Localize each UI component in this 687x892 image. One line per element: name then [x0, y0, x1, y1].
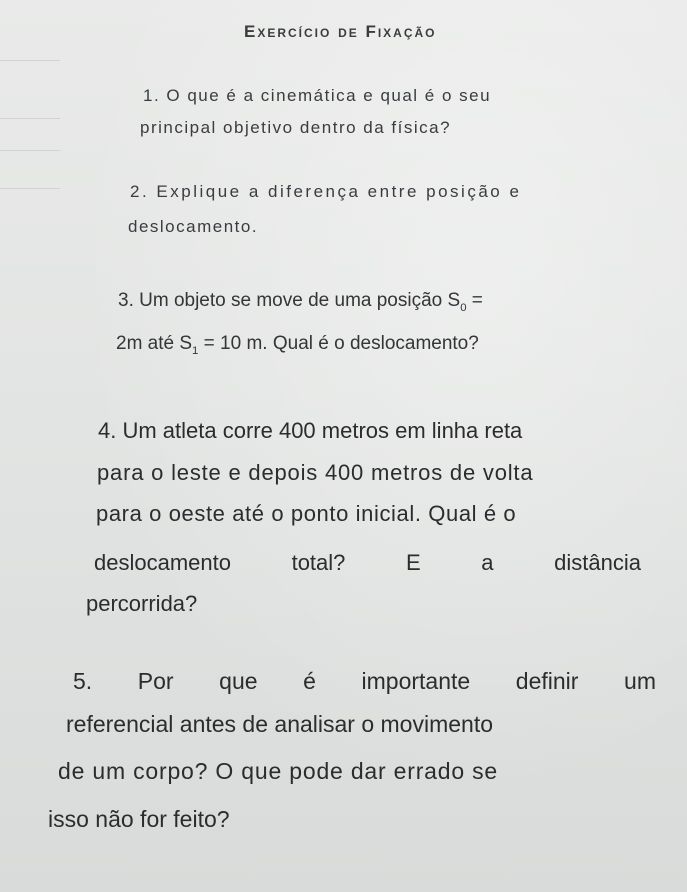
question-1-line-2: principal objetivo dentro da física? [140, 118, 452, 137]
word: distância [554, 550, 641, 575]
question-4-line-1: 4. Um atleta corre 400 metros em linha reta [98, 418, 523, 443]
word: importante [361, 668, 471, 694]
question-3-text: 3. Um objeto se move de uma posição S [118, 290, 461, 311]
ruled-line [0, 150, 60, 151]
word: Por [137, 668, 174, 694]
page-title: Exercício de Fixação [244, 22, 437, 41]
word: a [481, 550, 494, 575]
question-4-line-4 [94, 550, 641, 576]
ruled-line [0, 118, 60, 119]
subscript-one: 1 [192, 344, 199, 357]
question-1-text: 1. O que é a cinemática e qual é o seu [143, 86, 492, 105]
word: é [303, 668, 316, 694]
question-3-line-1 [118, 290, 483, 314]
word: um [624, 668, 656, 694]
question-5-line-3: de um corpo? O que pode dar errado se [58, 758, 499, 784]
question-4-line-3: para o oeste até o ponto inicial. Qual é o [96, 501, 517, 526]
word: deslocamento [94, 550, 231, 575]
question-5-line-1 [73, 668, 656, 695]
question-1-line-1 [143, 86, 656, 106]
subscript-zero: 0 [460, 301, 467, 314]
question-4-line-5: percorrida? [86, 591, 198, 616]
question-3-line-2 [116, 333, 479, 357]
word: 5. [73, 668, 93, 694]
question-3-position-label: 2m até S [116, 333, 193, 354]
question-5-line-2: referencial antes de analisar o movimento [66, 711, 494, 737]
word: E [406, 550, 421, 575]
word: que [219, 668, 258, 694]
ruled-line [0, 60, 60, 61]
question-3-question: . Qual é o deslocamento? [262, 333, 479, 354]
question-3-position-value: = 10 m [198, 333, 263, 354]
word: definir [515, 668, 579, 694]
word: total? [291, 550, 346, 575]
question-2-line-1: 2. Explique a diferença entre posição e [130, 182, 522, 201]
ruled-line [0, 188, 60, 189]
question-2-line-2: deslocamento. [128, 217, 259, 236]
equals-sign: = [466, 290, 483, 311]
question-5-line-4: isso não for feito? [48, 806, 230, 832]
question-4-line-2: para o leste e depois 400 metros de volta [97, 460, 534, 485]
